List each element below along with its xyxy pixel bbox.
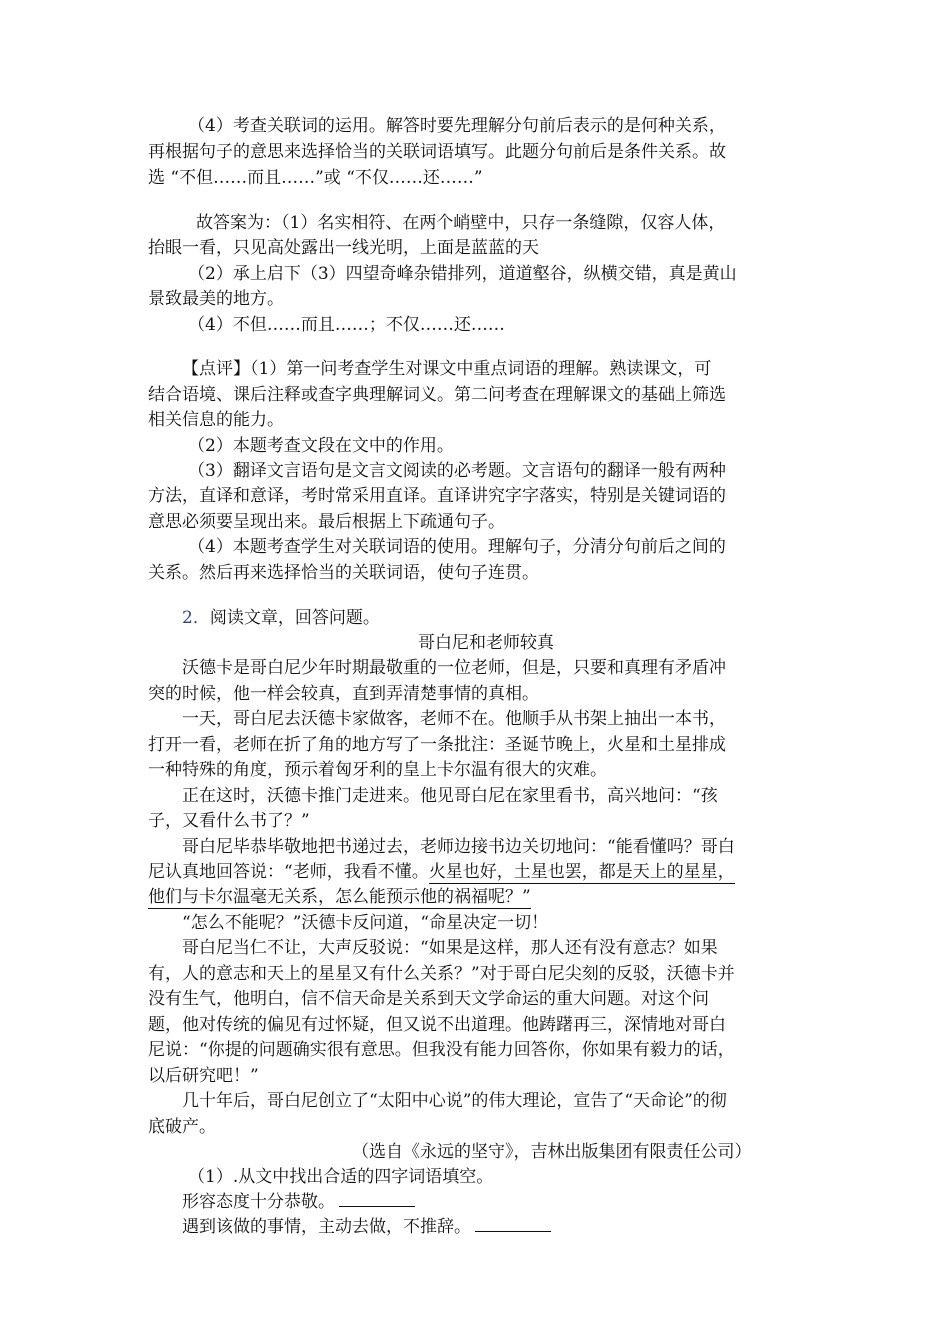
passage-line: 底破产。: [148, 1117, 216, 1137]
passage-line: 题，他对传统的偏见有过怀疑，但又说不出道理。他踌躇再三，深情地对哥白: [148, 1015, 726, 1035]
analysis-line: （4）考查关联词的运用。解答时要先理解分句前后表示的是何种关系，: [188, 116, 726, 136]
fill-item-text: 形容态度十分恭敬。: [182, 1192, 335, 1212]
passage-source: （选自《永远的坚守》，吉林出版集团有限责任公司）: [352, 1142, 752, 1162]
answer-line: （2）承上启下（3）四望奇峰杂错排列，道道壑谷，纵横交错，真是黄山: [188, 264, 737, 284]
passage-line: 几十年后，哥白尼创立了“太阳中心说”的伟大理论，宣告了“天命论”的彻: [182, 1091, 727, 1111]
comment-line: 相关信息的能力。: [148, 410, 284, 430]
fill-item-text: 遇到该做的事情，主动去做，不推辞。: [182, 1217, 471, 1237]
fill-item: [182, 1216, 551, 1238]
passage-text: 尼认真地回答说：“老师，我看不懂。: [148, 862, 429, 882]
answer-line: 抬眼一看，只见高处露出一线光明，上面是蓝蓝的天: [148, 238, 539, 258]
passage-line: [148, 886, 531, 908]
comment-line: 方法，直译和意译，考时常采用直译。直译讲究字字落实，特别是关键词语的: [148, 486, 726, 506]
passage-line: 一天，哥白尼去沃德卡家做客，老师不在。他顺手从书架上抽出一本书，: [182, 709, 726, 729]
underlined-sentence: 火星也好，土星也罢，都是天上的星星，: [428, 862, 735, 882]
passage-line: 哥白尼毕恭毕敬地把书递过去，老师边接书边关切地问：“能看懂吗？哥白: [182, 837, 735, 857]
answer-blank[interactable]: [339, 1192, 415, 1207]
passage-line: 突的时候，他一样会较真，直到弄清楚事情的真相。: [148, 684, 539, 704]
analysis-line: 再根据句子的意思来选择恰当的关联词语填写。此题分句前后是条件关系。故: [148, 142, 726, 162]
passage-line: 子，又看什么书了？”: [148, 811, 310, 831]
question-number: 2．: [182, 608, 210, 628]
answer-blank[interactable]: [475, 1217, 551, 1232]
analysis-line: 选 “不但……而且……”或 “不仅……还……”: [148, 168, 483, 188]
passage-line: [148, 861, 735, 883]
question-2-heading: [182, 607, 380, 629]
comment-line: 结合语境、课后注释或查字典理解词义。第二问考查在理解课文的基础上筛选: [148, 385, 726, 405]
passage-line: 尼说：“你提的问题确实很有意思。但我没有能力回答你，你如果有毅力的话，: [148, 1040, 735, 1060]
passage-line: 正在这时，沃德卡推门走进来。他见哥白尼在家里看书，高兴地问：“孩: [182, 786, 718, 806]
underlined-sentence: 他们与卡尔温毫无关系，怎么能预示他的祸福呢？”: [148, 887, 531, 907]
comment-line: （4）本题考查学生对关联词语的使用。理解句子，分清分句前后之间的: [188, 537, 726, 557]
fill-item: [182, 1191, 415, 1213]
passage-line: 一种特殊的角度，预示着匈牙利的皇上卡尔温有很大的灾难。: [148, 760, 607, 780]
passage-line: 打开一看，老师在折了角的地方写了一条批注：圣诞节晚上，火星和土星排成: [148, 735, 726, 755]
comment-line: 【点评】（1）第一问考查学生对课文中重点词语的理解。熟读课文，可: [182, 359, 712, 379]
comment-line: 意思必须要呈现出来。最后根据上下疏通句子。: [148, 512, 505, 532]
passage-title: 哥白尼和老师较真: [418, 633, 554, 653]
passage-line: 以后研究吧！”: [148, 1066, 259, 1086]
passage-line: “怎么不能呢？”沃德卡反问道，“命星决定一切！: [182, 913, 549, 933]
answer-line: （4）不但……而且……；不仅……还……: [188, 315, 505, 335]
passage-line: 沃德卡是哥白尼少年时期最敬重的一位老师，但是，只要和真理有矛盾冲: [182, 658, 726, 678]
subquestion-label: （1）.从文中找出合适的四字词语填空。: [188, 1167, 494, 1187]
passage-line: 没有生气，他明白，信不信天命是关系到天文学命运的重大问题。对这个问: [148, 989, 709, 1009]
comment-line: （2）本题考查文段在文中的作用。: [188, 436, 454, 456]
comment-line: 关系。然后再来选择恰当的关联词语，使句子连贯。: [148, 563, 539, 583]
passage-line: 哥白尼当仁不让，大声反驳说：“如果是这样，那人还有没有意志？如果: [182, 938, 718, 958]
answer-line: 景致最美的地方。: [148, 289, 284, 309]
answer-line: 故答案为：（1）名实相符、在两个峭壁中，只存一条缝隙，仅容人体，: [196, 213, 726, 233]
question-prompt: 阅读文章，回答问题。: [209, 608, 380, 628]
passage-line: 有，人的意志和天上的星星又有什么关系？”对于哥白尼尖刻的反驳，沃德卡并: [148, 964, 735, 984]
comment-line: （3）翻译文言语句是文言文阅读的必考题。文言语句的翻译一般有两种: [188, 461, 726, 481]
